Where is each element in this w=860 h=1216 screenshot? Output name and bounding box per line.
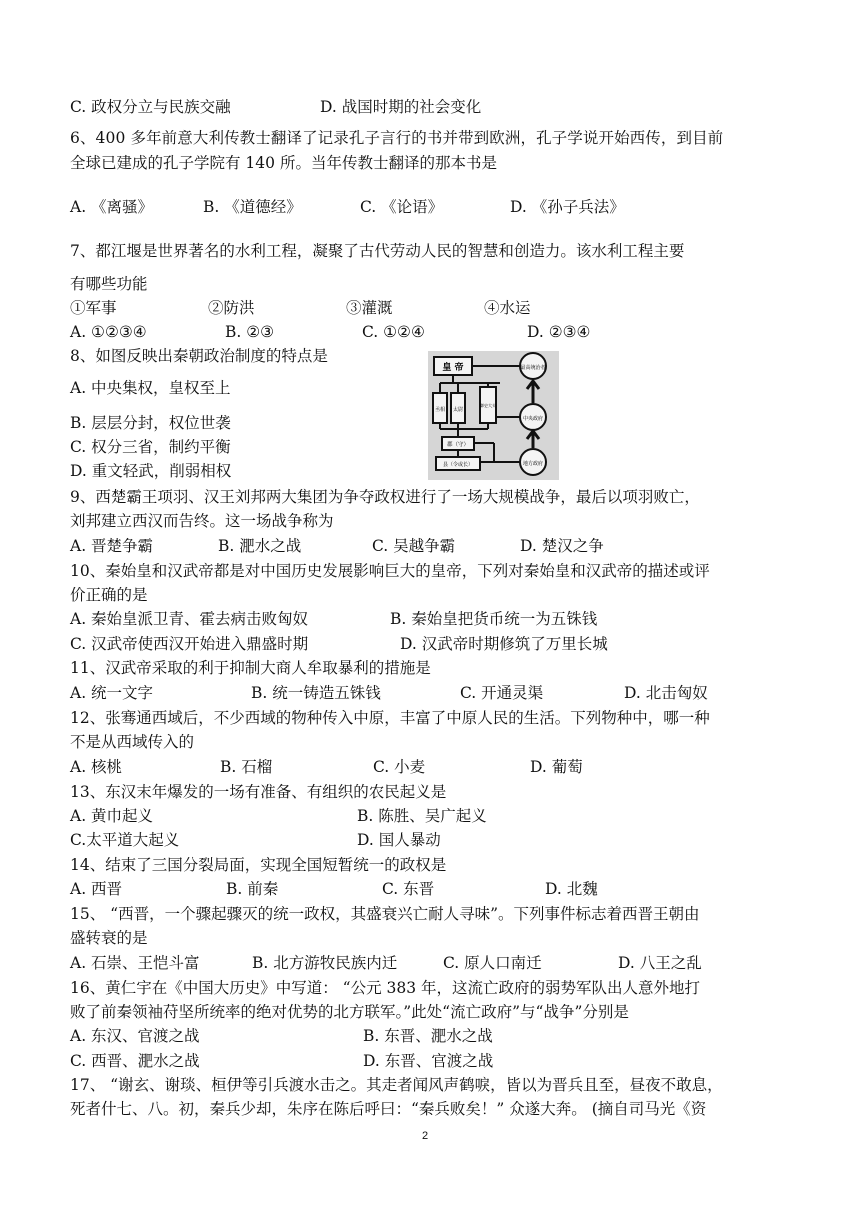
question-10: 10、秦始皇和汉武帝都是对中国历史发展影响巨大的皇帝，下列对秦始皇和汉武帝的描述或评 <box>70 562 710 580</box>
option: A. 统一文字 <box>70 684 154 702</box>
option: D. 国人暴动 <box>357 831 441 849</box>
option: C. 权分三省，制约平衡 <box>70 438 231 456</box>
option: B. 陈胜、吴广起义 <box>357 807 487 825</box>
option: C. ①②④ <box>362 323 425 341</box>
page-number: 2 <box>422 1130 429 1142</box>
option: A. 核桃 <box>70 758 123 776</box>
qin-political-system-diagram <box>428 351 559 480</box>
option: C. 开通灵渠 <box>460 684 544 702</box>
bottom-right-label: 地方政府 <box>522 461 544 467</box>
option: D. 《孙子兵法》 <box>510 198 625 216</box>
option: C. 原人口南迁 <box>443 954 542 972</box>
choice: ①军事 <box>70 299 117 317</box>
question-17: 17、 “谢玄、谢琰、桓伊等引兵渡水击之。其走者闻风声鹤唳，皆以为晋兵且至，昼夜不敢息， <box>70 1076 723 1094</box>
question-16: 败了前秦领袖苻坚所统率的绝对优势的北方联军。”此处“流亡政府”与“战争”分别是 <box>70 1003 629 1021</box>
question-6: 6、400 多年前意大利传教士翻译了记录孔子言行的书并带到欧洲，孔子学说开始西传，到目前 <box>70 129 724 147</box>
marshal-label: 太尉 <box>452 407 464 413</box>
option: B. 东晋、淝水之战 <box>363 1027 493 1045</box>
question-9: 刘邦建立西汉而告终。这一场战争称为 <box>70 512 334 530</box>
commandery-label: 郡（守） <box>446 442 470 448</box>
text-line: C. 政权分立与民族交融 <box>70 98 231 116</box>
question-10: 价正确的是 <box>70 586 148 604</box>
option: B. 统一铸造五铢钱 <box>251 684 381 702</box>
option: A. ①②③④ <box>70 323 147 341</box>
option: B. 淝水之战 <box>218 537 302 555</box>
option: A. 西晋 <box>70 880 123 898</box>
option: A. 中央集权，皇权至上 <box>70 379 231 397</box>
option: A. 晋楚争霸 <box>70 537 154 555</box>
option: D. ②③④ <box>527 323 591 341</box>
option: B. 北方游牧民族内迁 <box>252 954 398 972</box>
option: D. 东晋、官渡之战 <box>363 1052 494 1070</box>
county-label: 县（令或长） <box>442 462 474 468</box>
option: A. 秦始皇派卫青、霍去病击败匈奴 <box>70 610 309 628</box>
option: C.太平道大起义 <box>70 831 180 849</box>
option: C. 《论语》 <box>360 198 444 216</box>
option: D. 汉武帝时期修筑了万里长城 <box>400 635 608 653</box>
option: B. 秦始皇把货币统一为五铢钱 <box>390 610 598 628</box>
option: B. 层层分封，权位世袭 <box>70 414 231 432</box>
question-15: 盛转衰的是 <box>70 929 148 947</box>
option: D. 八王之乱 <box>618 954 702 972</box>
text-line: D. 战国时期的社会变化 <box>320 98 482 116</box>
censor-label: 御史大夫 <box>480 403 496 408</box>
question-12: 不是从西域传入的 <box>70 733 195 751</box>
question-7: 7、都江堰是世界著名的水利工程，凝聚了古代劳动人民的智慧和创造力。该水利工程主要 <box>70 242 685 260</box>
question-8: 8、如图反映出秦朝政治制度的特点是 <box>70 347 328 365</box>
option: A. 《离骚》 <box>70 198 154 216</box>
option: B. 《道德经》 <box>203 198 302 216</box>
option: A. 黄巾起义 <box>70 807 154 825</box>
choice: ④水运 <box>484 299 531 317</box>
question-15: 15、 “西晋，一个骤起骤灭的统一政权，其盛衰兴亡耐人寻味”。下列事件标志着西晋王朝由 <box>70 905 700 923</box>
option: C. 汉武帝使西汉开始进入鼎盛时期 <box>70 635 309 653</box>
option: B. 石榴 <box>220 758 273 776</box>
option: B. 前秦 <box>226 880 279 898</box>
question-11: 11、汉武帝采取的利于抑制大商人牟取暴利的措施是 <box>70 659 431 677</box>
option: C. 西晋、淝水之战 <box>70 1052 200 1070</box>
choice: ②防洪 <box>208 299 255 317</box>
option: C. 吴越争霸 <box>372 537 456 555</box>
question-7: 有哪些功能 <box>70 275 148 293</box>
question-13: 13、东汉末年爆发的一场有准备、有组织的农民起义是 <box>70 783 447 801</box>
question-16: 16、黄仁宇在《中国大历史》中写道： “公元 383 年，这流亡政府的弱势军队出人意外地打 <box>70 979 701 997</box>
emperor-label: 皇 帝 <box>442 363 464 373</box>
option: A. 东汉、官渡之战 <box>70 1027 200 1045</box>
option: D. 重文轻武，削弱相权 <box>70 462 232 480</box>
question-6: 全球已建成的孔子学院有 140 所。当年传教士翻译的那本书是 <box>70 154 497 172</box>
mid-right-label: 中央政府 <box>522 416 544 422</box>
question-12: 12、张骞通西域后，不少西域的物种传入中原，丰富了中原人民的生活。下列物种中，哪一种 <box>70 709 710 727</box>
question-14: 14、结束了三国分裂局面，实现全国短暂统一的政权是 <box>70 856 447 874</box>
chancellor-label: 丞相 <box>434 407 446 413</box>
option: B. ②③ <box>225 323 275 341</box>
option: D. 葡萄 <box>530 758 583 776</box>
question-17: 死者什七、八。初，秦兵少却，朱序在陈后呼曰：“秦兵败矣！” 众遂大奔。 (摘自司马光《资 <box>70 1100 707 1118</box>
choice: ③灌溉 <box>346 299 393 317</box>
option: D. 北击匈奴 <box>624 684 708 702</box>
option: A. 石崇、王恺斗富 <box>70 954 200 972</box>
option: D. 北魏 <box>545 880 598 898</box>
option: C. 东晋 <box>382 880 435 898</box>
option: C. 小麦 <box>373 758 426 776</box>
option: D. 楚汉之争 <box>520 537 604 555</box>
question-9: 9、西楚霸王项羽、汉王刘邦两大集团为争夺政权进行了一场大规模战争，最后以项羽败亡， <box>70 488 700 506</box>
top-right-label: 最高统治者 <box>520 365 546 371</box>
